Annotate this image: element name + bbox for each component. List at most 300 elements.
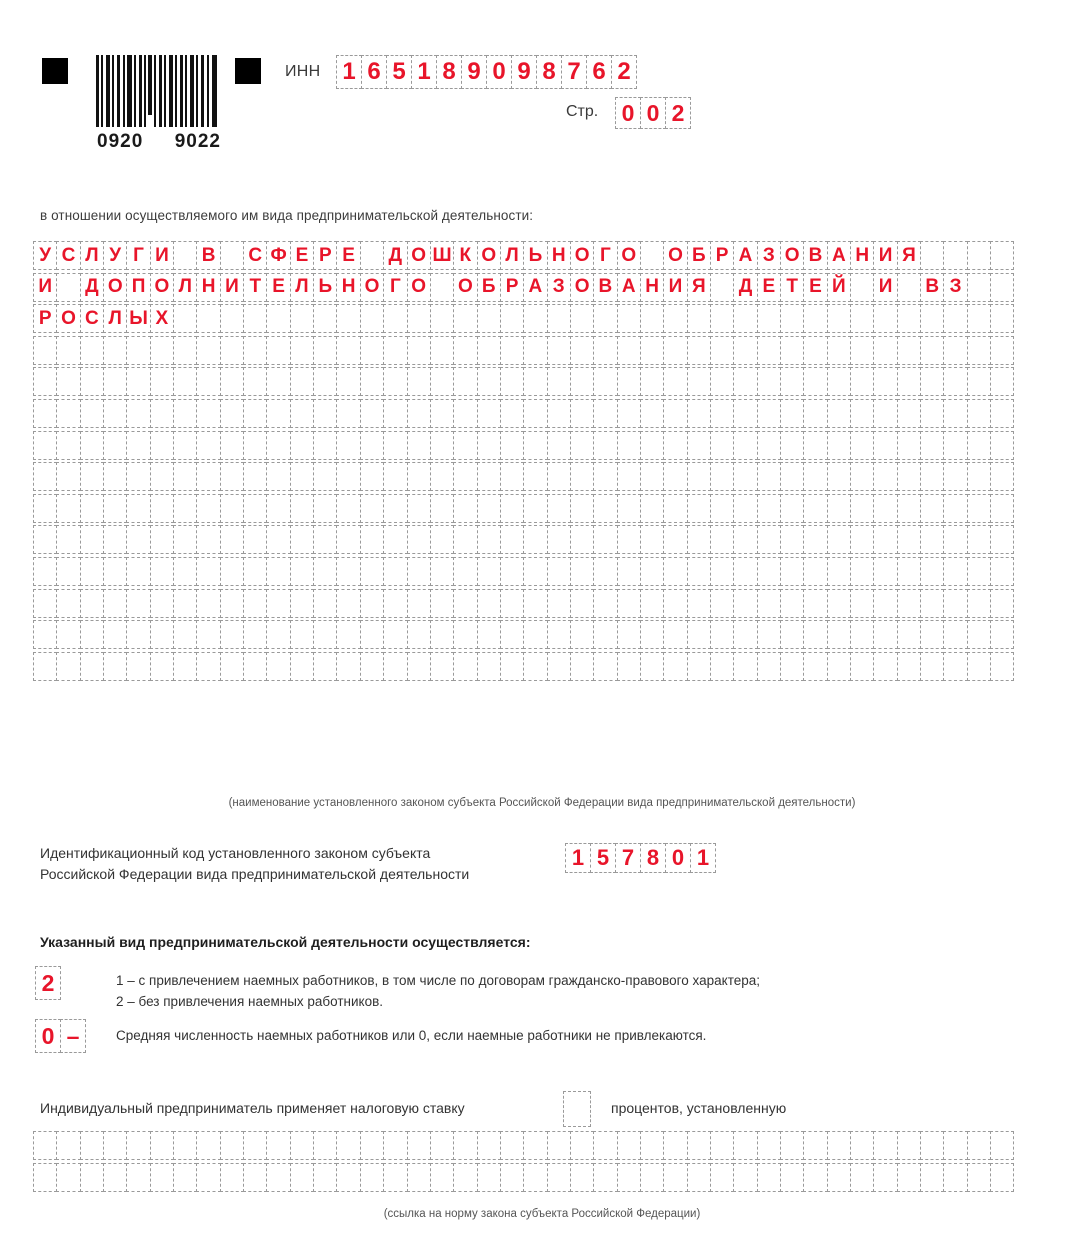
grid-cell[interactable]	[873, 652, 897, 681]
cell[interactable]: 0	[665, 843, 691, 873]
grid-cell[interactable]	[80, 589, 104, 618]
grid-cell[interactable]	[570, 367, 594, 396]
grid-cell[interactable]	[570, 399, 594, 428]
grid-cell[interactable]	[196, 1131, 220, 1160]
grid-row[interactable]	[33, 304, 1052, 333]
grid-cell[interactable]	[897, 399, 921, 428]
grid-cell[interactable]	[873, 589, 897, 618]
grid-cell[interactable]	[757, 494, 781, 523]
grid-cell[interactable]	[290, 557, 314, 586]
grid-cell[interactable]	[430, 1131, 454, 1160]
grid-cell[interactable]	[430, 399, 454, 428]
grid-cell[interactable]	[313, 557, 337, 586]
grid-cell[interactable]: Е	[336, 241, 360, 270]
grid-cell[interactable]	[500, 589, 524, 618]
grid-cell[interactable]	[663, 462, 687, 491]
grid-cell[interactable]	[570, 620, 594, 649]
grid-cell[interactable]	[383, 399, 407, 428]
grid-cell[interactable]	[850, 462, 874, 491]
grid-row[interactable]	[33, 652, 1052, 681]
grid-cell[interactable]	[243, 652, 267, 681]
grid-cell[interactable]	[687, 494, 711, 523]
grid-cell[interactable]	[290, 462, 314, 491]
grid-cell[interactable]: З	[547, 273, 571, 302]
grid-cell[interactable]	[803, 525, 827, 554]
grid-cell[interactable]	[360, 399, 384, 428]
cell[interactable]: 6	[586, 55, 612, 89]
grid-cell[interactable]	[360, 620, 384, 649]
grid-cell[interactable]	[523, 304, 547, 333]
grid-cell[interactable]	[780, 399, 804, 428]
activity-name-grid[interactable]	[33, 241, 1052, 683]
law-reference-grid[interactable]	[33, 1131, 1052, 1194]
grid-cell[interactable]	[547, 620, 571, 649]
grid-cell[interactable]	[547, 1163, 571, 1192]
grid-cell[interactable]	[873, 1131, 897, 1160]
grid-cell[interactable]	[150, 1163, 174, 1192]
grid-cell[interactable]: Е	[290, 241, 314, 270]
grid-cell[interactable]	[523, 557, 547, 586]
grid-cell[interactable]	[407, 620, 431, 649]
grid-cell[interactable]	[126, 525, 150, 554]
grid-cell[interactable]	[710, 399, 734, 428]
grid-cell[interactable]	[943, 652, 967, 681]
grid-cell[interactable]	[126, 1163, 150, 1192]
grid-cell[interactable]	[477, 494, 501, 523]
grid-cell[interactable]	[56, 589, 80, 618]
grid-cell[interactable]	[873, 494, 897, 523]
grid-cell[interactable]	[220, 241, 244, 270]
cell[interactable]: 0	[640, 97, 666, 129]
grid-cell[interactable]	[243, 367, 267, 396]
grid-cell[interactable]	[920, 589, 944, 618]
grid-cell[interactable]	[150, 367, 174, 396]
grid-cell[interactable]	[990, 1163, 1014, 1192]
grid-cell[interactable]	[220, 652, 244, 681]
grid-cell[interactable]	[757, 620, 781, 649]
grid-cell[interactable]	[173, 589, 197, 618]
grid-cell[interactable]	[663, 1163, 687, 1192]
grid-cell[interactable]	[126, 399, 150, 428]
grid-cell[interactable]	[407, 494, 431, 523]
grid-cell[interactable]	[640, 525, 664, 554]
grid-cell[interactable]	[430, 462, 454, 491]
grid-cell[interactable]	[920, 399, 944, 428]
grid-cell[interactable]: Т	[243, 273, 267, 302]
grid-cell[interactable]	[943, 367, 967, 396]
grid-cell[interactable]	[477, 1163, 501, 1192]
grid-cell[interactable]	[243, 399, 267, 428]
grid-cell[interactable]: И	[873, 273, 897, 302]
grid-cell[interactable]	[196, 336, 220, 365]
grid-cell[interactable]	[967, 494, 991, 523]
grid-cell[interactable]	[430, 367, 454, 396]
grid-cell[interactable]	[570, 557, 594, 586]
grid-cell[interactable]	[570, 336, 594, 365]
grid-cell[interactable]: Г	[383, 273, 407, 302]
grid-cell[interactable]	[593, 336, 617, 365]
grid-cell[interactable]	[803, 557, 827, 586]
grid-cell[interactable]	[920, 367, 944, 396]
grid-cell[interactable]	[733, 557, 757, 586]
grid-cell[interactable]	[453, 336, 477, 365]
grid-cell[interactable]	[640, 399, 664, 428]
grid-cell[interactable]	[593, 620, 617, 649]
grid-cell[interactable]	[733, 367, 757, 396]
grid-cell[interactable]	[407, 399, 431, 428]
grid-cell[interactable]	[920, 525, 944, 554]
grid-cell[interactable]	[33, 589, 57, 618]
grid-cell[interactable]	[687, 304, 711, 333]
grid-cell[interactable]	[967, 525, 991, 554]
grid-cell[interactable]: О	[407, 273, 431, 302]
grid-cell[interactable]	[967, 462, 991, 491]
grid-cell[interactable]	[640, 652, 664, 681]
grid-cell[interactable]	[757, 304, 781, 333]
grid-cell[interactable]	[780, 304, 804, 333]
grid-cell[interactable]: О	[663, 241, 687, 270]
grid-cell[interactable]	[687, 652, 711, 681]
grid-cell[interactable]	[103, 589, 127, 618]
grid-cell[interactable]	[430, 620, 454, 649]
grid-cell[interactable]	[523, 367, 547, 396]
grid-cell[interactable]	[243, 304, 267, 333]
grid-cell[interactable]	[687, 462, 711, 491]
grid-cell[interactable]	[126, 620, 150, 649]
grid-cell[interactable]	[710, 557, 734, 586]
grid-cell[interactable]	[453, 1163, 477, 1192]
grid-cell[interactable]: О	[570, 273, 594, 302]
grid-cell[interactable]	[897, 557, 921, 586]
grid-cell[interactable]	[220, 462, 244, 491]
grid-cell[interactable]: У	[103, 241, 127, 270]
grid-cell[interactable]	[150, 494, 174, 523]
grid-cell[interactable]	[266, 399, 290, 428]
grid-cell[interactable]: А	[733, 241, 757, 270]
grid-cell[interactable]	[383, 304, 407, 333]
grid-cell[interactable]: Н	[547, 241, 571, 270]
grid-cell[interactable]: О	[407, 241, 431, 270]
grid-cell[interactable]	[290, 525, 314, 554]
grid-cell[interactable]	[850, 494, 874, 523]
grid-cell[interactable]	[570, 525, 594, 554]
grid-cell[interactable]	[290, 367, 314, 396]
grid-cell[interactable]	[313, 525, 337, 554]
grid-cell[interactable]	[943, 557, 967, 586]
grid-cell[interactable]	[687, 336, 711, 365]
grid-cell[interactable]	[757, 525, 781, 554]
grid-cell[interactable]	[617, 652, 641, 681]
grid-cell[interactable]	[383, 589, 407, 618]
grid-cell[interactable]	[710, 462, 734, 491]
grid-cell[interactable]: Д	[80, 273, 104, 302]
grid-cell[interactable]	[430, 589, 454, 618]
grid-cell[interactable]	[733, 431, 757, 460]
grid-cell[interactable]	[173, 652, 197, 681]
grid-cell[interactable]	[897, 304, 921, 333]
grid-cell[interactable]	[733, 336, 757, 365]
grid-cell[interactable]: Г	[126, 241, 150, 270]
grid-cell[interactable]	[523, 1131, 547, 1160]
grid-cell[interactable]	[266, 652, 290, 681]
grid-cell[interactable]	[477, 652, 501, 681]
grid-cell[interactable]	[500, 304, 524, 333]
grid-cell[interactable]	[710, 494, 734, 523]
grid-cell[interactable]	[897, 494, 921, 523]
grid-cell[interactable]	[850, 336, 874, 365]
grid-cell[interactable]	[150, 1131, 174, 1160]
grid-cell[interactable]	[196, 462, 220, 491]
grid-cell[interactable]	[850, 367, 874, 396]
grid-cell[interactable]	[33, 1163, 57, 1192]
grid-cell[interactable]	[570, 1131, 594, 1160]
grid-cell[interactable]	[570, 589, 594, 618]
grid-cell[interactable]	[780, 367, 804, 396]
grid-cell[interactable]	[640, 557, 664, 586]
grid-cell[interactable]: И	[150, 241, 174, 270]
cell[interactable]: 9	[461, 55, 487, 89]
grid-cell[interactable]	[687, 589, 711, 618]
grid-cell[interactable]: О	[103, 273, 127, 302]
grid-cell[interactable]	[990, 367, 1014, 396]
grid-cell[interactable]	[570, 462, 594, 491]
grid-cell[interactable]	[920, 494, 944, 523]
grid-cell[interactable]	[220, 1131, 244, 1160]
grid-cell[interactable]: В	[920, 273, 944, 302]
grid-cell[interactable]	[547, 304, 571, 333]
grid-cell[interactable]	[383, 1131, 407, 1160]
grid-cell[interactable]	[313, 431, 337, 460]
grid-cell[interactable]	[243, 525, 267, 554]
grid-cell[interactable]	[710, 1131, 734, 1160]
grid-cell[interactable]	[617, 367, 641, 396]
grid-cell[interactable]	[500, 1131, 524, 1160]
grid-cell[interactable]	[757, 557, 781, 586]
grid-cell[interactable]	[80, 431, 104, 460]
grid-cell[interactable]	[943, 431, 967, 460]
grid-cell[interactable]	[33, 336, 57, 365]
grid-cell[interactable]	[33, 652, 57, 681]
cell[interactable]: 2	[611, 55, 637, 89]
grid-cell[interactable]	[56, 399, 80, 428]
grid-cell[interactable]	[827, 557, 851, 586]
grid-cell[interactable]	[640, 336, 664, 365]
grid-cell[interactable]	[103, 620, 127, 649]
grid-cell[interactable]	[990, 557, 1014, 586]
grid-cell[interactable]: С	[243, 241, 267, 270]
grid-cell[interactable]	[827, 336, 851, 365]
grid-cell[interactable]: В	[593, 273, 617, 302]
grid-cell[interactable]	[336, 399, 360, 428]
grid-cell[interactable]	[220, 304, 244, 333]
grid-cell[interactable]	[196, 1163, 220, 1192]
grid-cell[interactable]	[663, 494, 687, 523]
grid-cell[interactable]	[453, 525, 477, 554]
grid-cell[interactable]	[780, 557, 804, 586]
grid-cell[interactable]	[640, 1163, 664, 1192]
grid-cell[interactable]	[827, 304, 851, 333]
grid-cell[interactable]	[313, 1163, 337, 1192]
grid-cell[interactable]: О	[360, 273, 384, 302]
grid-cell[interactable]	[617, 336, 641, 365]
grid-cell[interactable]	[873, 431, 897, 460]
grid-cell[interactable]	[990, 304, 1014, 333]
grid-cell[interactable]	[523, 525, 547, 554]
grid-cell[interactable]	[196, 525, 220, 554]
cell[interactable]: 6	[361, 55, 387, 89]
grid-cell[interactable]	[407, 431, 431, 460]
grid-cell[interactable]	[290, 399, 314, 428]
grid-row[interactable]	[33, 367, 1052, 396]
grid-cell[interactable]	[617, 431, 641, 460]
grid-cell[interactable]	[383, 620, 407, 649]
grid-cell[interactable]	[827, 525, 851, 554]
grid-cell[interactable]	[313, 462, 337, 491]
grid-cell[interactable]	[943, 462, 967, 491]
grid-cell[interactable]	[710, 273, 734, 302]
grid-cell[interactable]	[593, 525, 617, 554]
grid-cell[interactable]	[33, 367, 57, 396]
grid-cell[interactable]	[687, 525, 711, 554]
grid-cell[interactable]	[687, 1131, 711, 1160]
grid-cell[interactable]	[360, 589, 384, 618]
grid-cell[interactable]	[243, 462, 267, 491]
grid-cell[interactable]	[967, 304, 991, 333]
grid-cell[interactable]	[640, 304, 664, 333]
grid-cell[interactable]	[126, 462, 150, 491]
grid-cell[interactable]	[873, 462, 897, 491]
grid-cell[interactable]	[80, 652, 104, 681]
grid-cell[interactable]	[780, 336, 804, 365]
grid-row[interactable]	[33, 494, 1052, 523]
grid-cell[interactable]	[920, 431, 944, 460]
cell[interactable]: 0	[486, 55, 512, 89]
cell[interactable]: 1	[690, 843, 716, 873]
grid-cell[interactable]: О	[780, 241, 804, 270]
grid-cell[interactable]: Д	[383, 241, 407, 270]
grid-cell[interactable]	[780, 494, 804, 523]
grid-cell[interactable]	[663, 589, 687, 618]
grid-cell[interactable]	[990, 494, 1014, 523]
grid-cell[interactable]	[407, 652, 431, 681]
grid-row[interactable]	[33, 273, 1052, 302]
grid-cell[interactable]	[266, 494, 290, 523]
grid-cell[interactable]	[453, 589, 477, 618]
grid-cell[interactable]: Ш	[430, 241, 454, 270]
cell[interactable]: 0	[35, 1019, 61, 1053]
grid-cell[interactable]: И	[873, 241, 897, 270]
grid-cell[interactable]	[990, 399, 1014, 428]
grid-cell[interactable]	[407, 557, 431, 586]
grid-cell[interactable]: Е	[266, 273, 290, 302]
cell[interactable]: 1	[336, 55, 362, 89]
grid-cell[interactable]	[150, 462, 174, 491]
grid-cell[interactable]	[266, 620, 290, 649]
grid-cell[interactable]	[266, 1131, 290, 1160]
grid-cell[interactable]	[407, 367, 431, 396]
grid-cell[interactable]	[453, 304, 477, 333]
grid-cell[interactable]	[523, 431, 547, 460]
grid-cell[interactable]	[266, 589, 290, 618]
grid-cell[interactable]	[173, 241, 197, 270]
grid-cell[interactable]	[593, 652, 617, 681]
grid-cell[interactable]	[570, 304, 594, 333]
grid-cell[interactable]	[710, 367, 734, 396]
grid-cell[interactable]	[967, 336, 991, 365]
grid-cell[interactable]	[827, 652, 851, 681]
grid-cell[interactable]	[803, 399, 827, 428]
grid-cell[interactable]: Я	[897, 241, 921, 270]
grid-cell[interactable]	[103, 494, 127, 523]
grid-cell[interactable]	[336, 620, 360, 649]
grid-cell[interactable]: У	[33, 241, 57, 270]
grid-cell[interactable]	[663, 620, 687, 649]
grid-cell[interactable]: Т	[780, 273, 804, 302]
grid-cell[interactable]	[453, 462, 477, 491]
grid-cell[interactable]	[897, 525, 921, 554]
grid-cell[interactable]	[617, 494, 641, 523]
grid-cell[interactable]	[873, 557, 897, 586]
grid-cell[interactable]	[617, 399, 641, 428]
grid-cell[interactable]	[640, 367, 664, 396]
grid-cell[interactable]	[967, 557, 991, 586]
grid-cell[interactable]	[523, 1163, 547, 1192]
cell[interactable]: 1	[565, 843, 591, 873]
grid-cell[interactable]	[266, 557, 290, 586]
cell[interactable]: 5	[386, 55, 412, 89]
grid-cell[interactable]	[313, 304, 337, 333]
grid-cell[interactable]	[290, 589, 314, 618]
grid-cell[interactable]: Ь	[313, 273, 337, 302]
grid-cell[interactable]	[920, 1163, 944, 1192]
grid-cell[interactable]	[803, 620, 827, 649]
grid-cell[interactable]: Я	[687, 273, 711, 302]
grid-cell[interactable]: Р	[500, 273, 524, 302]
cell[interactable]: 2	[35, 966, 61, 1000]
grid-cell[interactable]	[850, 399, 874, 428]
grid-cell[interactable]	[150, 431, 174, 460]
grid-cell[interactable]	[243, 1163, 267, 1192]
grid-cell[interactable]: О	[56, 304, 80, 333]
grid-row[interactable]	[33, 557, 1052, 586]
grid-cell[interactable]	[336, 462, 360, 491]
cell[interactable]: 1	[411, 55, 437, 89]
grid-cell[interactable]	[943, 525, 967, 554]
grid-cell[interactable]	[56, 557, 80, 586]
grid-cell[interactable]	[266, 336, 290, 365]
grid-cell[interactable]	[196, 589, 220, 618]
grid-cell[interactable]	[523, 620, 547, 649]
grid-cell[interactable]	[80, 525, 104, 554]
grid-cell[interactable]	[547, 557, 571, 586]
grid-cell[interactable]	[430, 1163, 454, 1192]
tax-rate-input[interactable]	[563, 1091, 591, 1127]
grid-cell[interactable]	[780, 431, 804, 460]
grid-cell[interactable]	[336, 1131, 360, 1160]
grid-cell[interactable]	[383, 431, 407, 460]
grid-cell[interactable]: Л	[80, 241, 104, 270]
grid-cell[interactable]	[430, 494, 454, 523]
grid-cell[interactable]	[266, 367, 290, 396]
grid-cell[interactable]	[336, 652, 360, 681]
grid-cell[interactable]	[990, 431, 1014, 460]
cell[interactable]: 0	[615, 97, 641, 129]
grid-cell[interactable]	[56, 494, 80, 523]
grid-cell[interactable]	[547, 652, 571, 681]
cell[interactable]: 9	[511, 55, 537, 89]
performed-mode-field[interactable]	[35, 966, 60, 1000]
grid-cell[interactable]	[336, 336, 360, 365]
